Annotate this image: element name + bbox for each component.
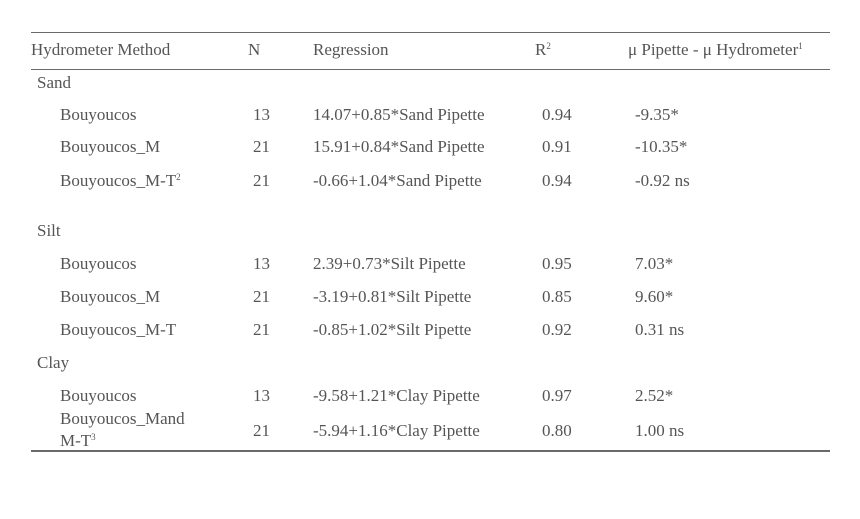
r2-cell: 0.95 bbox=[542, 254, 572, 273]
r2-cell: 0.94 bbox=[542, 171, 572, 190]
header-r2: $R^2$ bbox=[535, 40, 551, 59]
method-cell: Bouyoucos bbox=[60, 254, 137, 273]
difference-cell: -9.35* bbox=[635, 105, 679, 124]
regression-cell: 14.07+0.85*Sand Pipette bbox=[313, 105, 485, 124]
regression-cell: -3.19+0.81*Silt Pipette bbox=[313, 287, 472, 306]
n-cell: 21 bbox=[253, 320, 270, 339]
difference-cell: 7.03* bbox=[635, 254, 674, 273]
n-cell: 13 bbox=[253, 105, 270, 124]
difference-cell: 1.00 ns bbox=[635, 421, 685, 440]
method-cell: Bouyoucos bbox=[60, 386, 137, 405]
group-label-clay: Clay bbox=[37, 353, 70, 372]
table-top-rule bbox=[31, 32, 830, 33]
method-cell: Bouyoucos_M bbox=[60, 287, 161, 306]
r2-cell: 0.85 bbox=[542, 287, 572, 306]
difference-cell: 0.31 ns bbox=[635, 320, 685, 339]
method-cell: Bouyoucos_Mand bbox=[60, 409, 185, 428]
n-cell: 13 bbox=[253, 386, 270, 405]
n-cell: 13 bbox=[253, 254, 270, 273]
difference-cell: -10.35* bbox=[635, 137, 688, 156]
regression-cell: 2.39+0.73*Silt Pipette bbox=[313, 254, 466, 273]
regression-cell: -9.58+1.21*Clay Pipette bbox=[313, 386, 480, 405]
header-regression: Regression bbox=[313, 40, 389, 59]
method-cell: Bouyoucos_M bbox=[60, 137, 161, 156]
n-cell: 21 bbox=[253, 171, 270, 190]
method-cell-continued: $M-T^3$ bbox=[60, 431, 96, 450]
header-method: Hydrometer Method bbox=[31, 40, 171, 59]
method-cell: $Bouyoucos\_M-T^2$ bbox=[60, 171, 181, 190]
regression-cell: -0.85+1.02*Silt Pipette bbox=[313, 320, 472, 339]
table-bottom-rule bbox=[31, 450, 830, 452]
method-cell: Bouyoucos_M-T bbox=[60, 320, 177, 339]
n-cell: 21 bbox=[253, 421, 270, 440]
n-cell: 21 bbox=[253, 137, 270, 156]
method-cell: Bouyoucos bbox=[60, 105, 137, 124]
r2-cell: 0.80 bbox=[542, 421, 572, 440]
group-label-sand: Sand bbox=[37, 73, 71, 92]
group-label-silt: Silt bbox=[37, 221, 61, 240]
regression-cell: -5.94+1.16*Clay Pipette bbox=[313, 421, 480, 440]
r2-cell: 0.97 bbox=[542, 386, 572, 405]
header-difference: μ Pipette - μ Hydrometer$^1$ bbox=[628, 40, 803, 59]
difference-cell: 2.52* bbox=[635, 386, 674, 405]
header-n: N bbox=[248, 40, 261, 59]
difference-cell: 9.60* bbox=[635, 287, 674, 306]
r2-cell: 0.92 bbox=[542, 320, 572, 339]
regression-cell: 15.91+0.84*Sand Pipette bbox=[313, 137, 485, 156]
difference-cell: -0.92 ns bbox=[635, 171, 690, 190]
r2-cell: 0.91 bbox=[542, 137, 572, 156]
n-cell: 21 bbox=[253, 287, 270, 306]
header-rule bbox=[31, 69, 830, 70]
r2-cell: 0.94 bbox=[542, 105, 572, 124]
regression-cell: -0.66+1.04*Sand Pipette bbox=[313, 171, 482, 190]
